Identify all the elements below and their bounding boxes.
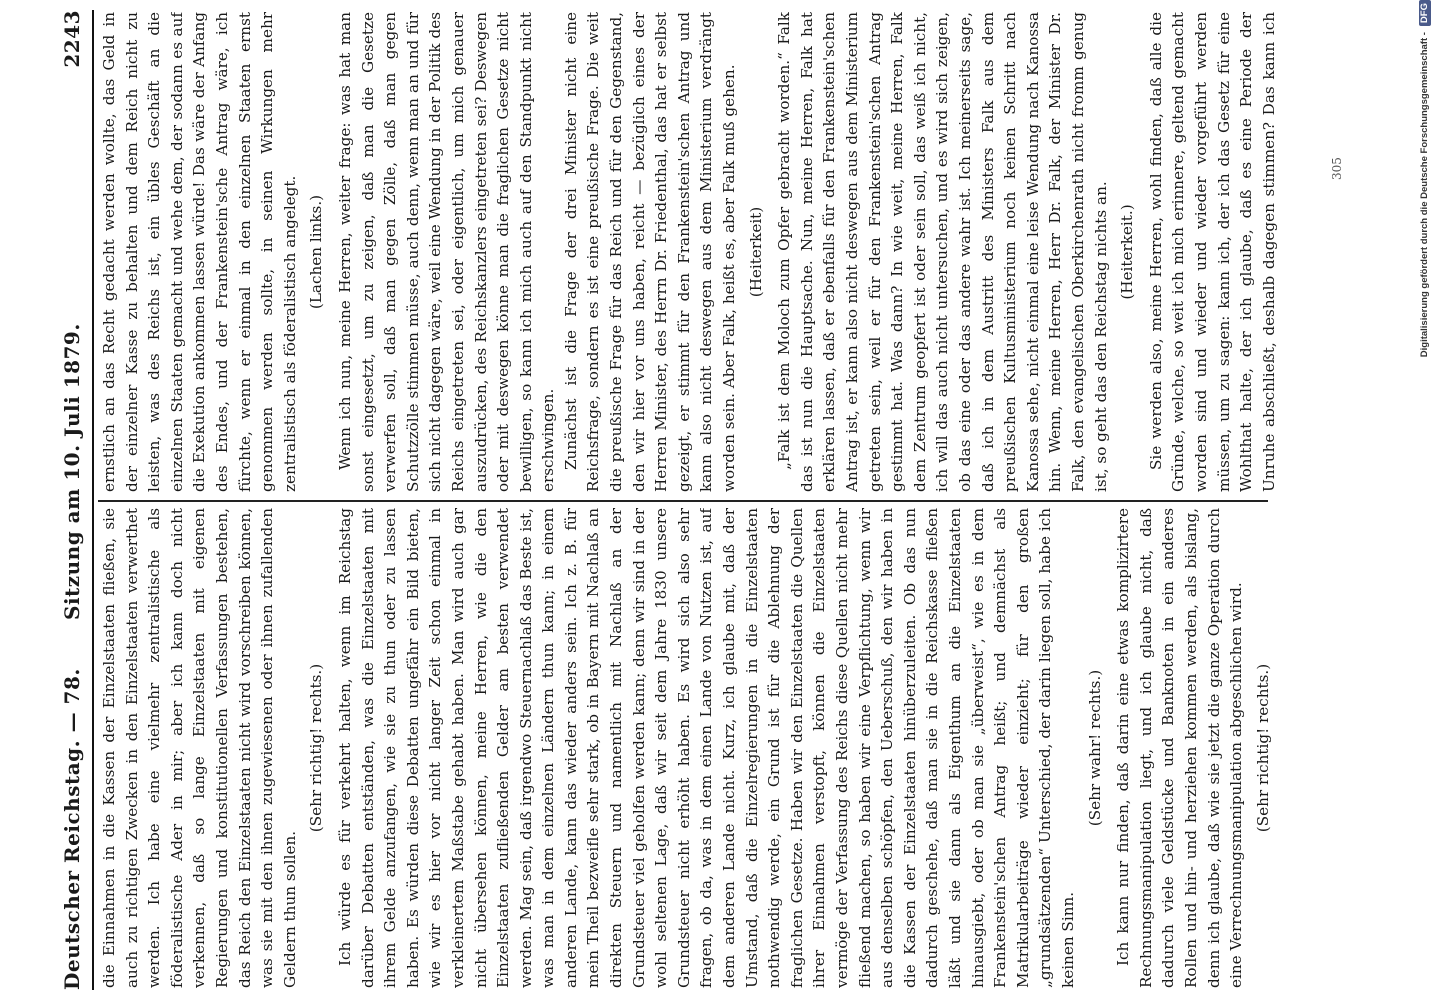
paragraph: Ich kann nur finden, daß darin eine etwas komplizirtere Rechnungsmanipulation liegt, und ich glaube nicht, daß dadurch viele Geldstücke und Banknoten in ein anderes Rollen und hin- und herziehen kommen werden, als bislang, denn ich glaube, daß wie sie jetzt die ganze Operation durch eine Verrechnungsmanipulation abgeschlichen wird. xyxy=(1114,508,1246,988)
paragraph: Wenn ich nun, meine Herren, weiter frage: was hat man sonst eingesetzt, um zu zeigen, daß man die Gesetze verwerfen soll, daß man gegen Zölle, daß man gegen Schutzzölle stimmen müsse, auch denn, wenn man an und für sich nicht dagegen wäre, weil eine Wendung in der Politik des Reichs eingetreten sei, oder eigentlich, um mich genauer auszudrücken, des Reichskanzlers eingetreten sei? Deswegen oder mit deswegen könne man die fraglichen Gesetze nicht bewilligen, so kann ich mich auch auf den Standpunkt nicht erschwingen. xyxy=(335,12,558,492)
paragraph: Sie werden also, meine Herren, wohl finden, daß alle die Gründe, welche, so weit ich mich erinnere, geltend gemacht worden sind und wieder und wieder vorgeführt werden müssen, um zu sagen: kann ich, der ich das Gesetz für eine Wohlthat halte, der ich glaube, daß es eine Periode der Unruhe abschließt, deshalb dagegen stimmen? Das kann ich xyxy=(1146,12,1278,492)
header-rule xyxy=(92,10,94,990)
paragraph: „Falk ist dem Moloch zum Opfer gebracht worden.“ Falk das ist nun die Hauptsache. Nun, meine Herren, Falk hat erklären lassen, daß er ebenfalls für den Frankenstein'schen Antrag ist, er kann also nicht deswegen aus dem Ministerium getreten sein, weil er für den Frankenstein'schen Antrag gestimmt hat. Was dann? In wie weit, meine Herren, Falk dem Zentrum geopfert ist oder sein soll, das weiß ich nicht, ich will das auch nicht untersuchen, und es wird sich zeigen, ob das eine oder das andere wahr ist. Ich meinerseits sage, daß ich in dem Austritt des Ministers Falk aus dem preußischen Kultusministerium noch keinen Schritt nach Kanossa sehe, nicht einmal eine leise Wendung nach Kanossa hin. Wenn, meine Herren, Herr Dr. Falk, der Minister Dr. Falk, den evangelischen Oberkirchenrath nicht fromm genug ist, so geht das den Reichstag nichts an. xyxy=(775,12,1110,492)
right-column xyxy=(98,12,1278,492)
header-publication: Deutscher Reichstag. — 78. xyxy=(60,668,84,990)
dfg-sidebar xyxy=(1418,0,1432,1000)
interjection: (Heiterkeit) xyxy=(746,206,765,298)
header-session-date: Sitzung am 10. Juli 1879. xyxy=(60,323,84,620)
interjection: (Heiterkeit.) xyxy=(1118,204,1137,300)
dfg-logo: DFG xyxy=(1419,0,1431,26)
paragraph: Ich würde es für verkehrt halten, wenn im Reichstag darüber Debatten entständen, was die Einzelstaaten mit ihrem Gelde anzufangen, wie sie zu thun oder zu lassen haben. Es würden diese Debatten ungefähr ein Bild bieten, wie wir es hier vor nicht langer Zeit schon einmal in verkleinertem Maßstabe gehabt haben. Man wird auch gar nicht übersehen können, meine Herren, wie die den Einzelstaaten zufließenden Gelder am besten verwendet werden. Mag sein, daß irgendwo Steuernachlaß das Beste ist, was man in dem einzelnen Ländern thun kann; in einem anderen Lande, kann das wieder anders sein. Ich z. B. für mein Theil bezweifle sehr stark, ob in Bayern mit Nachlaß an direkten Steuern und namentlich mit Nachlaß an der Grundsteuer viel geholfen werden kann; denn wir sind in der wohl seltenen Lage, daß wir seit dem Jahre 1830 unsere Grundsteuer nicht erhöht haben. Es wird sich also sehr fragen, ob da, was in dem einen Lande von Nutzen ist, auf dem anderen Lande nicht. Kurz, ich glaube mit, daß der Umstand, daß die Einzelregierungen in die Einzelstaaten nothwendig werde, ein Grund ist für die Ablehnung der fraglichen Gesetze. Haben wir den Einzelstaaten die Quellen ihrer Einnahmen verstopft, können die Einzelstaaten vermöge der Verfassung des Reichs diese Quellen nicht mehr fließend machen, so haben wir eine Verpflichtung, wenn wir aus denselben schöpfen, den Ueberschuß, den wir haben in die Kassen der Einzelstaaten hinüberzuleiten. Ob das nun dadurch geschehe, daß man sie in die Reichskasse fließen läßt und sie dann als Eigenthum an die Einzelstaaten hinausgiebt, oder ob man sie „überweist“, wie es in dem Frankenstein'schen Antrag heißt; und demnächst als Matrikularbeiträge wieder einzieht; für den großen „grundsätzenden“ Unterschied, der darin liegen soll, habe ich keinen Sinn. xyxy=(335,508,1077,988)
dfg-note-text: Digitalisierung gefördert durch die Deutsche Forschungsgemeinschaft - xyxy=(1419,32,1430,358)
interjection: (Sehr richtig! rechts.) xyxy=(1253,663,1272,833)
dfg-note xyxy=(1418,0,1432,1000)
header-page-number: 2243 xyxy=(60,10,84,68)
column-divider xyxy=(98,500,1268,502)
paragraph: ernstlich an das Recht gedacht werden wollte, das Geld in der einzelner Kasse zu behalten und dem Reich nicht zu leisten, was des Reichs ist, ein übles Geschäft an die einzelnen Staaten gemacht und wehe dem, der sodann es auf die Exekution ankommen lassen würde! Das wäre der Anfang des Endes, und der Frankenstein'sche Antrag wäre, ich fürchte, wenn er einmal in den einzelnen Staaten ernst genommen werden sollte, in seinen Wirkungen mehr zentralistisch als föderalistisch angelegt. xyxy=(100,12,299,492)
left-column xyxy=(98,508,1278,988)
paragraph: die Einnahmen in die Kassen der Einzelstaaten fließen, sie auch zu richtigen Zwecken in den Einzelstaaten verwerthet werden. Ich habe eine vielmehr zentralistische als föderalistische Ader in mir; aber ich kann doch nicht verkennen, daß so lange Einzelstaaten mit eigenen Regierungen und konstitutionellen Verfassungen bestehen, das Reich den Einzelstaaten nicht wird vorschreiben können, was sie mit den ihnen zugewiesenen oder ihnen zufallenden Geldern thun sollen. xyxy=(100,508,299,988)
interjection: (Sehr wahr! rechts.) xyxy=(1085,669,1104,827)
interjection: (Lachen links.) xyxy=(307,194,326,310)
paragraph: Zunächst ist die Frage der drei Minister nicht eine Reichsfrage, sondern es ist eine preußische Frage. Die weit die preußische Frage für das Reich und für den Gegenstand, den wir hier vor uns haben, reicht — bezüglich eines der Herren Minister, des Herrn Dr. Friedenthal, das hat er selbst gezeigt, er stimmt für den Frankenstein'schen Antrag und kann also nicht deswegen aus dem Ministerium verdrängt worden sein. Aber Falk, heißt es, aber Falk muß gehen. xyxy=(561,12,739,492)
footer-sheet-number: 305 xyxy=(1330,157,1344,180)
page-header xyxy=(52,10,92,990)
interjection: (Sehr richtig! rechts.) xyxy=(307,663,326,833)
